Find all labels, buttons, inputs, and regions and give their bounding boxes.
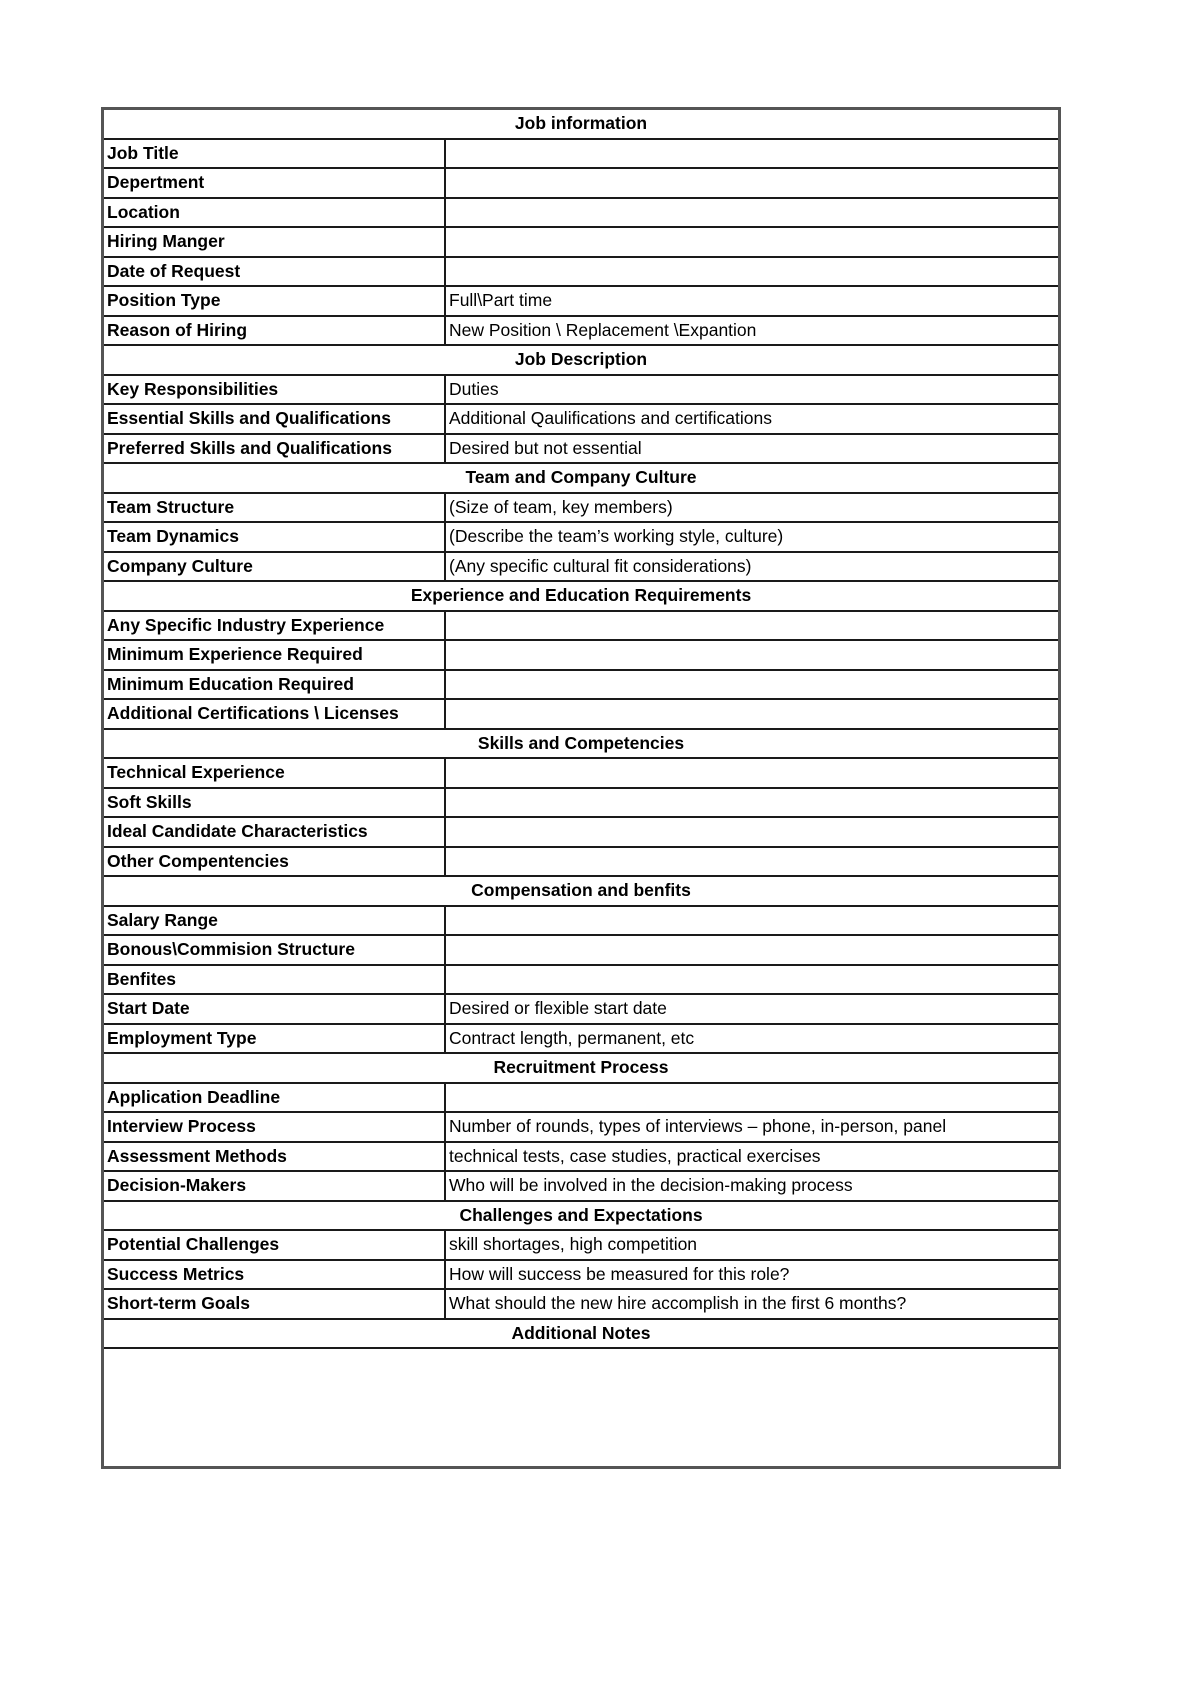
form-row-position-type <box>104 287 1058 317</box>
field-label: Assessment Methods <box>104 1143 446 1171</box>
section-header-job-description: Job Description <box>104 346 1058 376</box>
field-label: Company Culture <box>104 553 446 581</box>
field-value[interactable]: (Describe the team’s working style, culture) <box>449 526 784 546</box>
field-label: Soft Skills <box>104 789 446 817</box>
form-row-ideal-candidate <box>104 818 1058 848</box>
field-label: Key Responsibilities <box>104 376 446 404</box>
field-value[interactable]: Additional Qaulifications and certifications <box>449 408 772 428</box>
section-header-additional-notes: Additional Notes <box>104 1320 1058 1350</box>
form-row-decision-makers <box>104 1172 1058 1202</box>
field-label: Employment Type <box>104 1025 446 1053</box>
form-row-department <box>104 169 1058 199</box>
form-row-technical-experience <box>104 759 1058 789</box>
field-value[interactable] <box>446 700 1058 728</box>
form-row-date-of-request <box>104 258 1058 288</box>
field-value[interactable]: Desired but not essential <box>449 437 642 458</box>
field-label: Short-term Goals <box>104 1290 446 1318</box>
form-row-essential-skills <box>104 405 1058 435</box>
field-value[interactable]: Number of rounds, types of interviews – phone, in-person, panel <box>449 1116 947 1136</box>
section-header-experience-education: Experience and Education Requirements <box>104 582 1058 612</box>
field-value[interactable] <box>446 848 1058 876</box>
form-row-industry-experience <box>104 612 1058 642</box>
form-row-application-deadline <box>104 1084 1058 1114</box>
field-value[interactable] <box>446 140 1058 168</box>
field-label: Team Dynamics <box>104 523 446 551</box>
field-value[interactable]: (Any specific cultural fit considerations) <box>449 555 752 576</box>
field-value[interactable]: Who will be involved in the decision-making process <box>449 1175 853 1195</box>
field-value[interactable]: Desired or flexible start date <box>449 998 667 1018</box>
field-value[interactable]: Contract length, permanent, etc <box>449 1027 695 1048</box>
field-value[interactable] <box>446 1084 1058 1112</box>
field-value[interactable]: Full\Part time <box>449 290 553 310</box>
form-row-location <box>104 199 1058 229</box>
form-row-reason-of-hiring <box>104 317 1058 347</box>
field-label: Depertment <box>104 169 446 197</box>
field-value[interactable] <box>446 966 1058 994</box>
field-value[interactable] <box>446 818 1058 846</box>
form-row-start-date <box>104 995 1058 1025</box>
field-label: Ideal Candidate Characteristics <box>104 818 446 846</box>
section-header-challenges: Challenges and Expectations <box>104 1202 1058 1232</box>
form-row-minimum-education <box>104 671 1058 701</box>
field-value[interactable] <box>446 169 1058 197</box>
field-value[interactable]: technical tests, case studies, practical exercises <box>449 1145 821 1166</box>
field-value[interactable]: Duties <box>449 378 499 399</box>
additional-notes-area[interactable] <box>104 1349 1058 1466</box>
field-value[interactable] <box>446 789 1058 817</box>
field-value[interactable]: (Size of team, key members) <box>449 496 673 517</box>
form-row-assessment-methods <box>104 1143 1058 1173</box>
form-row-soft-skills <box>104 789 1058 819</box>
field-label: Decision-Makers <box>104 1172 446 1200</box>
section-header-job-information: Job information <box>104 110 1058 140</box>
form-row-key-responsibilities <box>104 376 1058 406</box>
field-label: Start Date <box>104 995 446 1023</box>
form-row-benefits <box>104 966 1058 996</box>
field-label: Interview Process <box>104 1113 446 1141</box>
section-header-team-culture: Team and Company Culture <box>104 464 1058 494</box>
form-row-preferred-skills <box>104 435 1058 465</box>
field-label: Additional Certifications \ Licenses <box>104 700 446 728</box>
form-row-bonus-structure <box>104 936 1058 966</box>
field-label: Position Type <box>104 287 446 315</box>
form-row-team-dynamics <box>104 523 1058 553</box>
field-label: Other Compentencies <box>104 848 446 876</box>
field-label: Minimum Experience Required <box>104 641 446 669</box>
field-label: Any Specific Industry Experience <box>104 612 446 640</box>
job-request-form <box>101 107 1061 1469</box>
field-value[interactable] <box>446 228 1058 256</box>
field-value[interactable] <box>446 936 1058 964</box>
form-row-hiring-manager <box>104 228 1058 258</box>
field-label: Salary Range <box>104 907 446 935</box>
field-value[interactable]: skill shortages, high competition <box>449 1234 698 1254</box>
field-label: Potential Challenges <box>104 1231 446 1259</box>
form-row-job-title <box>104 140 1058 170</box>
form-row-employment-type <box>104 1025 1058 1055</box>
form-row-team-structure <box>104 494 1058 524</box>
field-label: Benfites <box>104 966 446 994</box>
field-value[interactable] <box>446 199 1058 227</box>
form-row-other-competencies <box>104 848 1058 878</box>
form-row-additional-certifications <box>104 700 1058 730</box>
field-label: Minimum Education Required <box>104 671 446 699</box>
field-value[interactable] <box>446 612 1058 640</box>
field-value[interactable]: New Position \ Replacement \Expantion <box>449 319 757 340</box>
field-label: Technical Experience <box>104 759 446 787</box>
form-row-company-culture <box>104 553 1058 583</box>
field-label: Hiring Manger <box>104 228 446 256</box>
field-value[interactable] <box>446 759 1058 787</box>
field-label: Application Deadline <box>104 1084 446 1112</box>
section-header-recruitment-process: Recruitment Process <box>104 1054 1058 1084</box>
form-row-salary-range <box>104 907 1058 937</box>
field-value[interactable] <box>446 258 1058 286</box>
field-label: Team Structure <box>104 494 446 522</box>
section-header-skills-competencies: Skills and Competencies <box>104 730 1058 760</box>
form-row-interview-process <box>104 1113 1058 1143</box>
field-label: Preferred Skills and Qualifications <box>104 435 446 463</box>
field-label: Location <box>104 199 446 227</box>
field-value[interactable] <box>446 641 1058 669</box>
form-row-potential-challenges <box>104 1231 1058 1261</box>
field-value[interactable]: What should the new hire accomplish in the first 6 months? <box>449 1293 907 1313</box>
field-label: Essential Skills and Qualifications <box>104 405 446 433</box>
field-value[interactable]: How will success be measured for this role? <box>449 1263 790 1284</box>
field-value[interactable] <box>446 671 1058 699</box>
field-label: Job Title <box>104 140 446 168</box>
section-header-compensation: Compensation and benfits <box>104 877 1058 907</box>
field-label: Bonous\Commision Structure <box>104 936 446 964</box>
field-label: Reason of Hiring <box>104 317 446 345</box>
form-row-success-metrics <box>104 1261 1058 1291</box>
form-row-minimum-experience <box>104 641 1058 671</box>
field-label: Success Metrics <box>104 1261 446 1289</box>
field-label: Date of Request <box>104 258 446 286</box>
field-value[interactable] <box>446 907 1058 935</box>
form-row-short-term-goals <box>104 1290 1058 1320</box>
